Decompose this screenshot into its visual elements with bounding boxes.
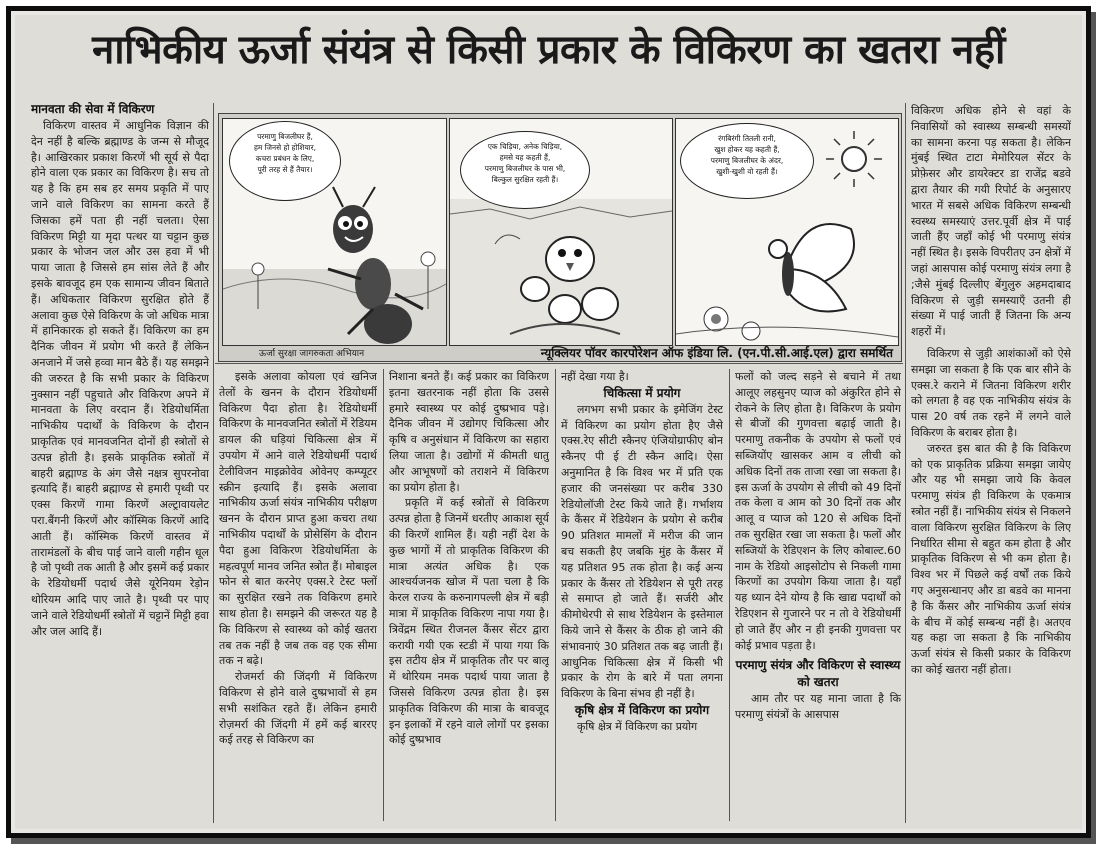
bubble-line: रंगबिरंगी तितली रानी,	[718, 134, 776, 143]
column-6-text-xray: विकिरण से जुड़ी आशंकाओं को ऐसे समझा जा सकता है कि एक बार सीने के एक्स.रे कराने में जितना विकिरण शरीर को लगता है वह एक नाभिकीय संयंत्र के पास 20 वर्ष तक रहने में लगने वाले विकिरण के बराबर होता है।	[911, 346, 1071, 439]
column-4-text-agriculture: कृषि क्षेत्र में विकिरण का प्रयोग	[577, 719, 698, 733]
bubble-line: पूरी तरह से हैं तैयार।	[257, 165, 313, 174]
bubble-line: कचरा प्रबंधन के लिए,	[255, 154, 315, 163]
column-divider	[383, 369, 384, 821]
column-divider	[729, 369, 730, 821]
butterfly-speech-bubble	[680, 123, 814, 199]
column-5	[735, 369, 901, 821]
bubble-line: हम जिनसे हो होशियार,	[253, 143, 317, 152]
cartoon-strip	[218, 113, 902, 362]
column-divider	[555, 369, 556, 821]
cartoon-caption-campaign: ऊर्जा सुरक्षा जागरुकता अभियान	[259, 349, 365, 359]
ant-speech-bubble	[229, 121, 341, 201]
bubble-line: बिल्कुल सुरक्षित रहती हैं।	[491, 175, 559, 184]
column-divider	[213, 103, 214, 823]
column-6-text: विकिरण अधिक होने से वहां के निवासियों को स्वास्थ्य सम्बन्धी समस्यों का सामना करना पड़ सकता है। लेकिन मुंबई स्थित टाटा मेमोरियल सेंटर के प्रोफ़ेसर और डायरेक्टर डा राजेंद्र बडवे द्वारा तैयार की गयी रिपोर्ट के अनुसारए भारत में सबसे अधिक विकिरण सम्बन्धी स्वस्थ्य समस्याएं उत्तर.पूर्वी क्षेत्र में पाई जाती हैंए जहाँ कोई भी परमाणु संयंत्र नहीं स्थित है। इसके विपरीतए उन क्षेत्रों में जहां आसपास कोई परमाणु संयंत्र लगा है ;जैसे मुंबई दिल्लीए बेंगुलुरु अहमदाबाद विकिरण से जुड़ी समस्याएँ उतनी ही संख्या में पाई जाती हैं जितना कि अन्य शहरों में।	[911, 104, 1071, 339]
cartoon-bottom-rule	[215, 363, 903, 364]
bubble-line: खुशी-खुशी वो रहती हैं।	[716, 167, 778, 176]
column-3-text: निशाना बनते हैं। कई प्रकार का विकिरण इतना खतरनाक नहीं होता कि उससे हमारे स्वास्थ्य पर कोई दुष्प्रभाव पड़े। दैनिक जीवन में उद्योगए चिकित्सा और कृषि व अनुसंधान में विकिरण का सहारा लिया जाता है। उद्योगों में कीमती धातु और आभूषणों को तराशने में विकिरण का प्रयोग होता है।	[389, 370, 549, 494]
column-2-text: इसके अलावा कोयला एवं खनिज तेलों के खनन के दौरान रेडियोधर्मी विकिरण पैदा होता है। रेडियोधर्मी विकिरण के मानवजनित स्त्रोतों में रेडियम डायल की घड़ियां चिकित्सा क्षेत्र में उपयोग में आने वाले रेडियोधर्मी पदार्थ टेलीविजन माइक्रोवेव ओवेनए कम्प्यूटर स्क्रीन इत्यादि हैं। इसके अलावा नाभिकीय ऊर्जा संयंत्र नाभिकीय परीक्षण खनन के दौरान प्राप्त हुआ कचरा तथा नाभिकीय पदार्थों के प्रोसेसिंग के दौरान पैदा हुआ विकिरण रेडियोधर्मिता के महत्वपूर्ण मानव जनित स्त्रोत हैं। मोबाइल फोन से बात करनेए एक्स.रे टेस्ट फ्लों का सुरक्षित रखने तक विकिरण हमारे साथ होता है। समझने की जरूरत यह है कि विकिरण से स्वास्थ्य को कोई खतरा तब तक नहीं है जब तक वह एक सीमा तक न बढ़े।	[219, 370, 377, 668]
column-4-subhead-agriculture: कृषि क्षेत्र में विकिरण का प्रयोग	[574, 702, 710, 717]
column-1-subhead: मानवता की सेवा में विकिरण	[31, 102, 155, 116]
column-4	[561, 369, 723, 821]
bird-speech-bubble	[460, 131, 590, 209]
column-2	[219, 369, 377, 821]
bubble-line: परमाणु बिजलीघर के अंदर,	[710, 156, 784, 165]
newspaper-page	[15, 15, 1082, 829]
cartoon-panel-butterfly	[675, 118, 899, 346]
newspaper-frame	[6, 6, 1091, 838]
cartoon-panel-ant	[222, 118, 447, 346]
bubble-line: परमाणु बिजलीघर के पास भी,	[484, 164, 566, 173]
column-3	[389, 369, 549, 821]
column-5-subhead: परमाणु संयंत्र और विकिरण से स्वास्थ्य को खतरा	[735, 658, 901, 690]
bubble-line: एक चिड़िया, अनेक चिड़िया,	[487, 142, 563, 151]
cartoon-panel-birds	[449, 118, 673, 346]
column-5-text: फलों को जल्द सड़ने से बचाने में तथा आलूए लहसुनए प्याज को अंकुरित होने से रोकने के लिए होता है। विकिरण के प्रयोग से बीजों की गुणवत्ता बढ़ाई जाती है। परमाणु तकनीक के उपयोग से फलों एवं सब्जियोंए खासकर आम व लीची को अधिक दिनों तक ताजा रखा जा सकता है। इस ऊर्जा के उपयोग से लीची को 49 दिनों तक केला व आम को 30 दिनों तक और आलू व प्याज को 120 से अधिक दिनों तक सुरक्षित रखा जा सकता है। फलों और सब्जियों के रेडिएशन के लिए कोबाल्ट.60 नाम के रेडियो आइसोटोप से निकली गामा किरणों का उपयोग किया जाता है। यहाँ यह ध्यान देने योग्य है कि खाद्य पदार्थों को रेडिएशन से गुजारने पर न तो वे रेडियोधर्मी हो जाते हैंए और न ही इनकी गुणवत्ता पर कोई प्रभाव पड़ता है।	[735, 370, 901, 652]
bubble-line: परमाणु बिजलीघर हैं,	[257, 132, 313, 141]
bubble-line: खुश होकर यह कहती हैं,	[714, 145, 780, 154]
column-6	[911, 103, 1071, 823]
column-4-subhead-medical: चिकित्सा में प्रयोग	[603, 385, 681, 400]
column-1-text: विकिरण वास्तव में आधुनिक विज्ञान की देन नहीं है बल्कि ब्रह्माण्ड के जन्म से मौजूद है। आखिरकार प्रकाश किरणें भी सूर्य से पैदा होने वाला एक प्रकार का विकिरण है। सच तो यह है कि हम सब हर समय प्रकृति में पाए जाने वाले विकिरण का सामना करते हैं जिसका हमें पता ही नहीं चलता। ऐसा विकिरण मिट्टी या मृदा पत्थर या चट्टान कुछ प्रकार के भोजन जल और उस हवा में भी पाया जाता है जिससे हम सांस लेते हैं और इसके बावजूद हम एक सामान्य जीवन बिताते हैं। अधिकतार विकिरण सुरक्षित होते हैं अलावा कुछ ऐसे विकिरण के जो अधिक मात्रा में हानिकारक हो सकते हैं। विकिरण का हम दैनिक जीवन में प्रयोग भी करते हैं लेकिन अनजाने में जसे हव्वा मान बैठे हैं। यह समझने की जरुरत है कि सभी प्रकार के विकिरण नुक्सान नहीं पहुचाते और विकिरण अपने में मानवता के लिए वरदान हैं। रेडियोधर्मिता नाभिकीय पदार्थों के विकिरण के दौरान प्राकृतिक एवं मानवजनित दोनों ही स्त्रोतों से उत्पन्न होती है। इसके प्राकृतिक स्त्रोतों में बाहरी ब्रह्माण्ड के अंग जैसे नक्षत्र सुपरनोवा इत्यादि हैं। बाहरी ब्रह्माण्ड से हमारी पृथ्वी पर एक्स किरणें गामा किरणें अल्ट्रावायलेट परा.बैंगनी किरणें और कॉस्मिक किरणें आदि आती हैं। कॉस्मिक किरणें वास्तव में तारामंडलों के बीच पाई जाने वाली गहीन धूल है जो पृथ्वी तक आती है और इसमें कई प्रकार के रेडियोधर्मी पदार्थ जैसे यूरेनियम रेड़ोन थोरियम आदि पाए जाते है। पृथ्वी पर पाए जाने वाले रेडियोधर्मी स्त्रोतों में चट्टानें मिट्टी हवा और जल आदि हैं।	[31, 119, 209, 638]
column-5-text-health: आम तौर पर यह माना जाता है कि परमाणु संयंत्रों के आसपास	[735, 692, 901, 722]
column-divider	[905, 103, 906, 823]
column-1	[31, 101, 209, 821]
column-3-text-nature: प्रकृति में कई स्त्रोतों से विकिरण उत्पन्न होता है जिनमें धरतीए आकाश सूर्य की किरणें शामिल हैं। यही नहीं देश के कुछ भागों में तो प्राकृतिक विकिरण की मात्रा अत्यंत अधिक है। एक आश्चर्यजनक खोज में पता चला है कि केरल राज्य के करुनागपल्ली क्षेत्र में बड़ी मात्रा में प्राकृतिक विकिरण नापा गया है। त्रिवेंद्रम स्थित रीजनल कैंसर सेंटर द्वारा करायी गयी एक स्टडी में पाया गया कि इस तटीय क्षेत्र में प्राकृतिक तौर पर बालू में थोरियम नमक पदार्थ पाया जाता है जिससे विकिरण उत्पन्न होता है। इस प्राकृतिक विकिरण की मात्रा के बावजूद इन इलाकों में रहने वाले लोगों पर इसका कोई दुष्प्रभाव	[389, 496, 549, 747]
cartoon-caption-sponsor: न्यूक्लियर पॉवर कारपोरेशन ऑफ इंडिया लि. (एन.पी.सी.आई.एल) द्वारा समर्थित	[540, 346, 893, 360]
headline: नाभिकीय ऊर्जा संयंत्र से किसी प्रकार के विकिरण का खतरा नहीं	[92, 27, 1005, 73]
column-2-text-daily-life: रोजमर्रा की जिंदगी में विकिरण विकिरण से होने वाले दुष्प्रभावों से हम सभी सशंकित रहते हैं। लेकिन हमारी रोज़मर्रा की जिंदगी में हमें कई बाररए कई तरह से विकिरण का	[219, 670, 377, 747]
column-4-text-medical: लगभग सभी प्रकार के इमेजिंग टेस्ट में विकिरण का प्रयोग होता हैए जैसे एक्स.रेए सीटी स्कैनए एंजियोग्राफीए बोन स्कैनए पी ई टी स्कैन आदि। ऐसा अनुमानित है कि विश्व भर में प्रति एक हजार की जनसंख्या पर करीब 330 रेडियोलॉजी टेस्ट किये जाते हैं। गर्भाशय के कैंसर में रेडियेशन के प्रयोग से करीब 90 प्रतिशत मामलों में मरीज की जान बच सकती हैए जबकि मुंह के कैंसर में यह प्रतिशत 95 तक होता है। कई अन्य प्रकार के कैंसर तो रेडियेशन से पूरी तरह से समाप्त हो जाते हैं। सर्जरी और कीमोथेरपी से साथ रेडियेशन के इस्तेमाल किये जाने से कैंसर के ठीक हो जाने की संभावनाएं 30 प्रतिशत तक बढ़ जाती हैं। आधुनिक चिकित्सा क्षेत्र में किसी भी प्रकार के रोग के बारे में पता लगना विकिरण के बिना संभव ही नहीं है।	[561, 402, 723, 701]
bubble-line: हमसे यह कहती हैं,	[499, 153, 551, 162]
column-4-lead: नहीं देखा गया है।	[561, 370, 629, 383]
column-6-text-conclusion: जरुरत इस बात की है कि विकिरण को एक प्राकृतिक प्रक्रिया समझा जायेए और यह भी समझा जाये कि केवल परमाणु संयंत्र ही विकिरण के एकमात्र स्त्रोत नहीं हैं। नाभिकीय संयंत्र से निकलने वाला विकिरण सुरक्षित विकिरण के लिए निर्धारित सीमा से बहुत कम होता है और प्राकृतिक विकिरण से भी कम होता है। विश्व भर में पिछले कई वर्षों तक किये गए अनुसन्धानए और डा बडवे का मानना है कि कैंसर और नाभिकीय ऊर्जा संयंत्र के बीच में कोई सम्बन्ध नहीं है। अतएव यह कहा जा सकता है कि नाभिकीय ऊर्जा संयंत्र से किसी प्रकार के विकिरण का कोई खतरा नहीं होता।	[911, 441, 1071, 676]
